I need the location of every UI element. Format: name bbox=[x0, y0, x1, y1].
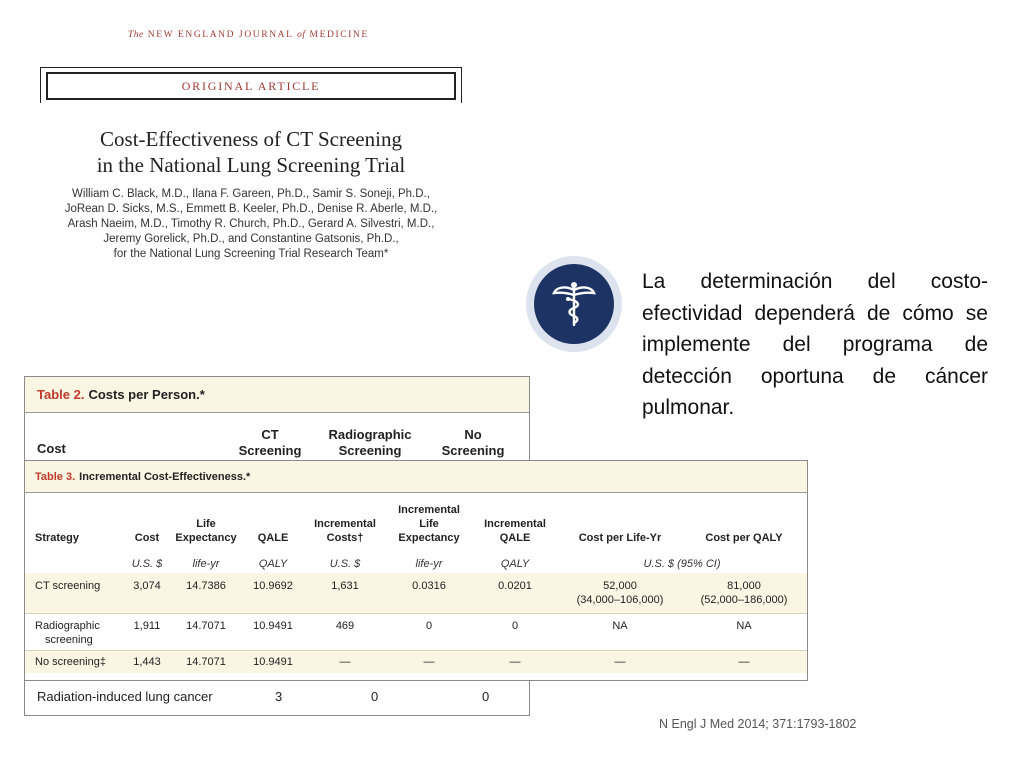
column-header-radiographic-screening bbox=[315, 427, 425, 459]
cell-radiographic: 0 bbox=[371, 689, 379, 704]
row-life: 14.7071 bbox=[186, 620, 226, 632]
author-line: Arash Naeim, M.D., Timothy R. Church, Ph.D., Gerard A. Silvestri, M.D., bbox=[67, 218, 435, 230]
caduceus-icon-graphic bbox=[552, 279, 596, 329]
paper-title bbox=[40, 126, 462, 178]
statement-text: La determinación del costo-efectividad dependerá de cómo se implemente del programa de detección oportuna de cáncer pulmonar. bbox=[642, 270, 988, 419]
header-line: CT bbox=[261, 427, 279, 442]
header-line: Life bbox=[196, 518, 216, 530]
row-inc-life: — bbox=[423, 656, 435, 668]
table-3-grid bbox=[25, 493, 807, 680]
row-strategy: No screening‡ bbox=[35, 656, 106, 668]
row-inc-life: 0.0316 bbox=[412, 580, 446, 592]
citation: N Engl J Med 2014; 371:1793-1802 bbox=[659, 717, 857, 731]
table-3-caption: Incremental Cost-Effectiveness.* bbox=[79, 470, 251, 483]
cell-ct: 3 bbox=[275, 689, 283, 704]
unit-inc-qale: QALY bbox=[500, 558, 530, 570]
paper-title-line-1: Cost-Effectiveness of CT Screening bbox=[100, 127, 402, 151]
row-qale: 10.9491 bbox=[253, 620, 293, 632]
table-2-number: Table 2. bbox=[37, 387, 85, 402]
row-qale: 10.9692 bbox=[253, 580, 293, 592]
row-divider bbox=[25, 613, 807, 614]
author-line: JoRean D. Sicks, M.S., Emmett B. Keeler, Ph.D., Denise R. Aberle, M.D., bbox=[64, 203, 438, 215]
author-line: William C. Black, M.D., Ilana F. Gareen, Ph.D., Samir S. Soneji, Ph.D., bbox=[72, 188, 430, 200]
value-line: 81,000 bbox=[727, 580, 761, 592]
row-cost-per-qaly: NA bbox=[736, 620, 752, 632]
column-header-cost: Cost bbox=[37, 441, 66, 456]
header-incremental-costs bbox=[305, 517, 385, 545]
row-strategy: CT screening bbox=[35, 580, 101, 592]
caduceus-icon bbox=[534, 264, 614, 344]
table-3-title bbox=[25, 461, 807, 493]
header-line: Life bbox=[419, 518, 439, 530]
header-line: Incremental bbox=[314, 518, 376, 530]
header-line: Expectancy bbox=[398, 532, 460, 544]
row-cost-per-qaly bbox=[689, 579, 799, 607]
unit-inc-cost: U.S. $ bbox=[329, 558, 361, 570]
row-cost-per-qaly: — bbox=[738, 656, 750, 668]
row-divider bbox=[25, 650, 807, 651]
row-strategy bbox=[35, 619, 100, 647]
column-header-no-screening bbox=[433, 427, 513, 459]
cell-no-screening: 0 bbox=[482, 689, 490, 704]
row-inc-qale: 0 bbox=[511, 620, 519, 632]
journal-prefix: The bbox=[128, 30, 144, 40]
row-cost: 1,443 bbox=[133, 656, 161, 668]
header-incremental-qale bbox=[475, 517, 555, 545]
table-3-number: Table 3. bbox=[35, 470, 76, 483]
journal-masthead bbox=[128, 30, 378, 40]
header-life-expectancy bbox=[169, 517, 243, 545]
paper-title-line-2: in the National Lung Screening Trial bbox=[96, 153, 406, 177]
table-2-caption: Costs per Person.* bbox=[88, 387, 205, 402]
article-type-label: ORIGINAL ARTICLE bbox=[46, 72, 456, 100]
header-line: Costs† bbox=[326, 532, 364, 544]
header-line: Incremental bbox=[484, 518, 546, 530]
header-cost: Cost bbox=[134, 532, 160, 544]
table-2-title bbox=[25, 377, 529, 413]
strategy-line: screening bbox=[45, 634, 93, 646]
header-line: Expectancy bbox=[175, 532, 237, 544]
header-line: No bbox=[464, 427, 482, 442]
unit-cost: U.S. $ bbox=[131, 558, 163, 570]
header-cost-per-qaly: Cost per QALY bbox=[705, 532, 783, 544]
unit-life: life-yr bbox=[192, 558, 220, 570]
row-cost-per-life-yr bbox=[565, 579, 675, 607]
ci-line: (52,000–186,000) bbox=[700, 594, 788, 606]
unit-qale: QALY bbox=[258, 558, 288, 570]
row-inc-qale: — bbox=[509, 656, 521, 668]
header-line: Incremental bbox=[398, 504, 460, 516]
strategy-line: Radiographic bbox=[35, 620, 100, 632]
header-line: QALE bbox=[499, 532, 531, 544]
row-cost-per-life-yr: — bbox=[614, 656, 626, 668]
journal-name: NEW ENGLAND JOURNAL bbox=[147, 30, 294, 40]
ci-line: (34,000–106,000) bbox=[576, 594, 664, 606]
author-list bbox=[40, 187, 462, 262]
unit-inc-life: life-yr bbox=[415, 558, 443, 570]
row-inc-cost: — bbox=[339, 656, 351, 668]
table-row bbox=[25, 681, 529, 715]
author-line: for the National Lung Screening Trial Research Team* bbox=[113, 248, 389, 260]
header-line: Screening bbox=[441, 443, 505, 458]
table-3 bbox=[24, 460, 808, 681]
header-line: Radiographic bbox=[328, 427, 412, 442]
value-line: 52,000 bbox=[603, 580, 637, 592]
row-cost-per-life-yr: NA bbox=[612, 620, 628, 632]
row-label: Radiation-induced lung cancer bbox=[37, 689, 213, 704]
row-inc-qale: 0.0201 bbox=[498, 580, 532, 592]
row-qale: 10.9491 bbox=[253, 656, 293, 668]
unit-ratio: U.S. $ (95% CI) bbox=[643, 558, 721, 570]
journal-of: of bbox=[297, 30, 306, 40]
column-header-ct-screening bbox=[235, 427, 305, 459]
header-strategy: Strategy bbox=[35, 532, 80, 544]
row-cost: 3,074 bbox=[133, 580, 161, 592]
header-qale: QALE bbox=[257, 532, 289, 544]
row-life: 14.7071 bbox=[186, 656, 226, 668]
header-line: Screening bbox=[338, 443, 402, 458]
journal-suffix: MEDICINE bbox=[309, 30, 369, 40]
row-life: 14.7386 bbox=[186, 580, 226, 592]
row-inc-life: 0 bbox=[425, 620, 433, 632]
header-cost-per-life-yr: Cost per Life-Yr bbox=[578, 532, 662, 544]
header-line: Screening bbox=[238, 443, 302, 458]
header-incremental-life-expectancy bbox=[389, 503, 469, 545]
author-line: Jeremy Gorelick, Ph.D., and Constantine Gatsonis, Ph.D., bbox=[103, 233, 399, 245]
row-inc-cost: 469 bbox=[335, 620, 355, 632]
row-cost: 1,911 bbox=[133, 620, 161, 632]
row-inc-cost: 1,631 bbox=[331, 580, 359, 592]
table-2-column-headers bbox=[25, 413, 529, 461]
